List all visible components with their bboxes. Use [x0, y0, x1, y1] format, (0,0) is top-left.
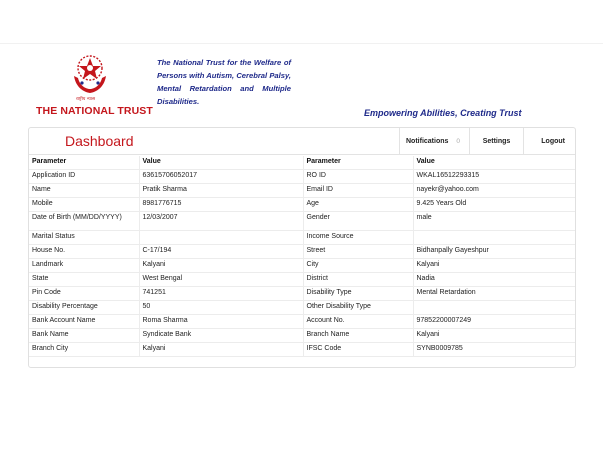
- value-cell: Bidhanpally Gayeshpur: [413, 244, 575, 258]
- value-cell: 9.425 Years Old: [413, 197, 575, 211]
- value-cell: nayekr@yahoo.com: [413, 183, 575, 197]
- column-header-parameter: Parameter: [29, 156, 139, 169]
- top-nav: [399, 128, 575, 154]
- parameter-cell: Account No.: [303, 314, 413, 328]
- settings-link[interactable]: Settings: [469, 128, 523, 154]
- table-row: [29, 211, 575, 230]
- brand-tagline: Empowering Abilities, Creating Trust: [364, 108, 522, 118]
- notifications-label: Notifications: [406, 137, 449, 145]
- parameter-cell: Income Source: [303, 230, 413, 244]
- table-row: [29, 328, 575, 342]
- column-header-value: Value: [413, 156, 575, 169]
- table-row: [29, 258, 575, 272]
- value-cell: Kalyani: [413, 258, 575, 272]
- parameter-cell: Landmark: [29, 258, 139, 272]
- column-header-value: Value: [139, 156, 303, 169]
- value-cell: Mental Retardation: [413, 286, 575, 300]
- table-header-row: [29, 156, 575, 169]
- value-cell: male: [413, 211, 575, 230]
- parameter-cell: City: [303, 258, 413, 272]
- dashboard-header: [29, 128, 575, 155]
- parameter-cell: RO ID: [303, 169, 413, 183]
- parameter-cell: Marital Status: [29, 230, 139, 244]
- value-cell: 12/03/2007: [139, 211, 303, 230]
- parameter-cell: District: [303, 272, 413, 286]
- value-cell: Syndicate Bank: [139, 328, 303, 342]
- value-cell: Kalyani: [413, 328, 575, 342]
- logout-link[interactable]: Logout: [523, 128, 575, 154]
- logo-hindi-text: राष्ट्रीय न्यास: [76, 97, 95, 102]
- value-cell: SYNB0009785: [413, 342, 575, 356]
- page-title: Dashboard: [65, 133, 134, 149]
- value-cell: 50: [139, 300, 303, 314]
- parameter-cell: Pin Code: [29, 286, 139, 300]
- parameter-cell: Gender: [303, 211, 413, 230]
- table-row: [29, 230, 575, 244]
- value-cell: C-17/194: [139, 244, 303, 258]
- value-cell: 97852200007249: [413, 314, 575, 328]
- table-row: [29, 286, 575, 300]
- value-cell: Roma Sharma: [139, 314, 303, 328]
- value-cell: 63615706052017: [139, 169, 303, 183]
- value-cell: Pratik Sharma: [139, 183, 303, 197]
- parameter-cell: House No.: [29, 244, 139, 258]
- trust-description: The National Trust for the Welfare of Persons with Autism, Cerebral Palsy, Mental Retardation and Multiple Disabilities.: [157, 58, 291, 106]
- table-row: [29, 244, 575, 258]
- notifications-link[interactable]: [399, 128, 469, 154]
- table-row: [29, 169, 575, 183]
- table-row: [29, 183, 575, 197]
- table-row: [29, 314, 575, 328]
- value-cell: Nadia: [413, 272, 575, 286]
- value-cell: 741251: [139, 286, 303, 300]
- parameter-cell: Street: [303, 244, 413, 258]
- parameter-cell: Disability Type: [303, 286, 413, 300]
- parameter-cell: Disability Percentage: [29, 300, 139, 314]
- parameter-cell: Email ID: [303, 183, 413, 197]
- table-row: [29, 342, 575, 356]
- table-row: [29, 272, 575, 286]
- parameter-cell: Age: [303, 197, 413, 211]
- value-cell: Kalyani: [139, 342, 303, 356]
- value-cell: West Bengal: [139, 272, 303, 286]
- table-row: [29, 197, 575, 211]
- parameter-cell: Bank Name: [29, 328, 139, 342]
- parameter-cell: IFSC Code: [303, 342, 413, 356]
- value-cell: [413, 300, 575, 314]
- parameter-cell: Name: [29, 183, 139, 197]
- brand-name: THE NATIONAL TRUST: [36, 105, 153, 117]
- parameter-cell: Application ID: [29, 169, 139, 183]
- parameter-cell: Branch City: [29, 342, 139, 356]
- applicant-details-table: [29, 156, 575, 357]
- brand-logo[interactable]: [36, 52, 153, 118]
- parameter-cell: Other Disability Type: [303, 300, 413, 314]
- table-row: [29, 300, 575, 314]
- value-cell: [413, 230, 575, 244]
- dashboard-panel: [28, 127, 576, 368]
- value-cell: [139, 230, 303, 244]
- parameter-cell: Branch Name: [303, 328, 413, 342]
- parameter-cell: Date of Birth (MM/DD/YYYY): [29, 211, 139, 230]
- top-divider: [0, 43, 603, 44]
- notifications-count-badge: 0: [456, 137, 461, 145]
- parameter-cell: State: [29, 272, 139, 286]
- value-cell: Kalyani: [139, 258, 303, 272]
- parameter-cell: Bank Account Name: [29, 314, 139, 328]
- value-cell: 8981776715: [139, 197, 303, 211]
- value-cell: WKAL16512293315: [413, 169, 575, 183]
- parameter-cell: Mobile: [29, 197, 139, 211]
- column-header-parameter: Parameter: [303, 156, 413, 169]
